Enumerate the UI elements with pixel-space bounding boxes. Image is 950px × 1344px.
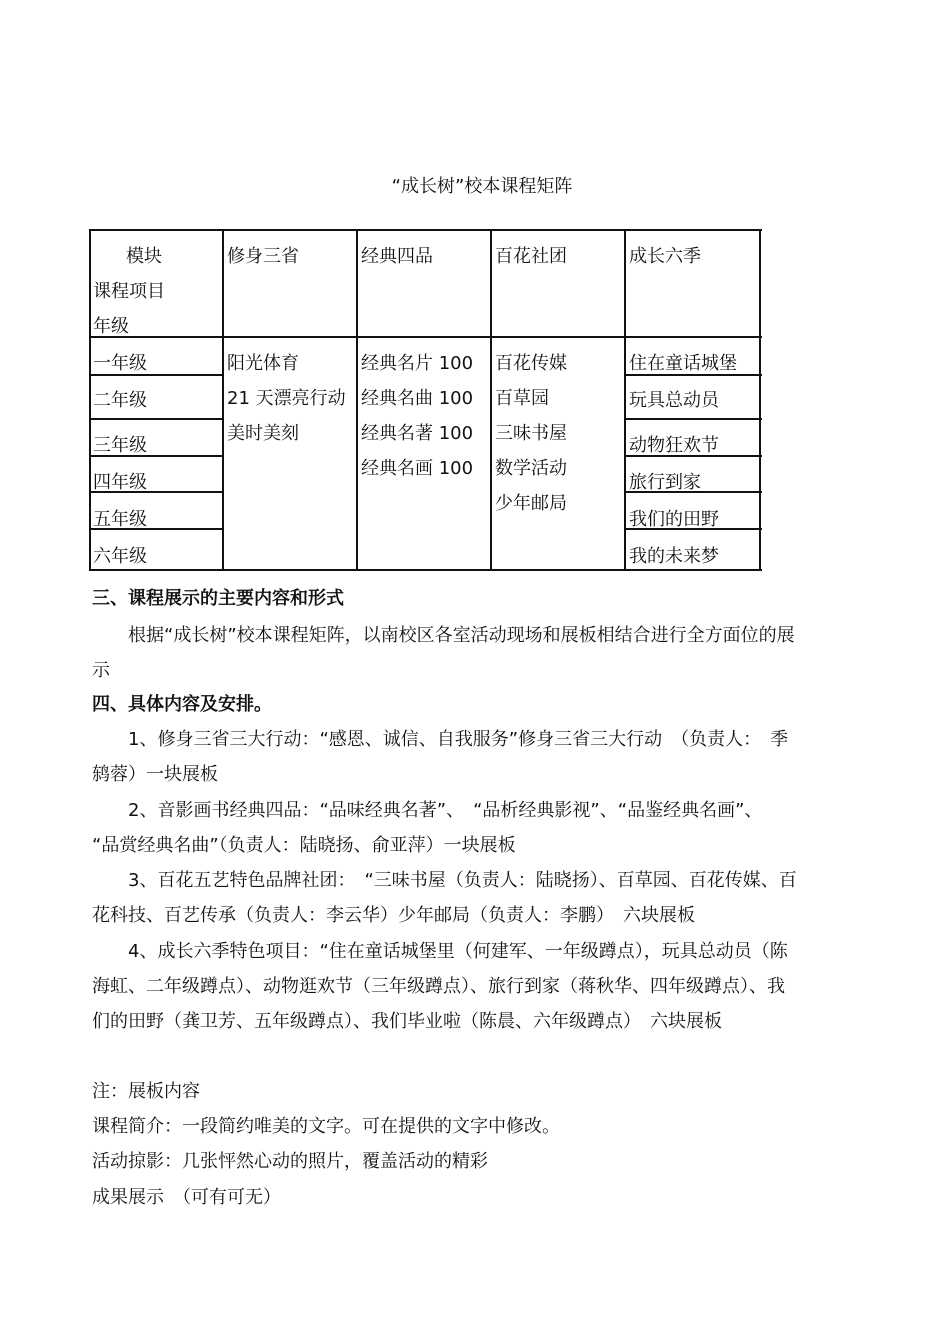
column-header-jingdian: 经典四品 bbox=[361, 246, 433, 267]
chengzhang-item: 住在童话城堡 bbox=[629, 353, 737, 374]
chengzhang-item: 玩具总动员 bbox=[629, 390, 719, 411]
corner-label-grade: 年级 bbox=[93, 316, 129, 337]
table-border-bottom bbox=[89, 569, 762, 571]
season-row-divider bbox=[625, 418, 762, 420]
grade-label: 一年级 bbox=[93, 353, 147, 374]
column-header-baihua: 百花社团 bbox=[495, 246, 567, 267]
column-divider bbox=[222, 229, 224, 571]
note-line: 注：展板内容 bbox=[92, 1081, 200, 1102]
table-border-top bbox=[89, 229, 762, 231]
note-line: 课程简介：一段简约唯美的文字。可在提供的文字中修改。 bbox=[92, 1116, 560, 1137]
section3-heading: 三、课程展示的主要内容和形式 bbox=[92, 588, 344, 609]
section3-paragraph-line: 示 bbox=[92, 660, 110, 681]
table-border-left bbox=[89, 229, 91, 571]
section4-item-line: 海虹、二年级蹲点）、动物逛欢节（三年级蹲点）、旅行到家（蒋秋华、四年级蹲点）、我 bbox=[92, 976, 785, 997]
xiushen-item: 21 天漂亮行动 bbox=[227, 388, 346, 409]
table-border-right bbox=[759, 229, 761, 571]
grade-label: 四年级 bbox=[93, 472, 147, 493]
note-line: 活动掠影：几张怦然心动的照片，覆盖活动的精彩 bbox=[92, 1151, 488, 1172]
jingdian-item: 经典名曲 100 bbox=[361, 388, 474, 409]
grade-row-divider bbox=[89, 418, 224, 420]
section3-paragraph-line: 根据“成长树”校本课程矩阵，以南校区各室活动现场和展板相结合进行全方面位的展 bbox=[128, 625, 795, 646]
corner-label-project: 课程项目 bbox=[93, 281, 165, 302]
column-header-xiushen: 修身三省 bbox=[227, 246, 299, 267]
column-divider bbox=[624, 229, 626, 571]
grade-label: 三年级 bbox=[93, 435, 147, 456]
note-line: 成果展示 （可有可无） bbox=[92, 1187, 281, 1208]
grade-label: 二年级 bbox=[93, 390, 147, 411]
baihua-item: 三味书屋 bbox=[495, 423, 567, 444]
grade-label: 六年级 bbox=[93, 546, 147, 567]
baihua-item: 百草园 bbox=[495, 388, 549, 409]
section4-item-line: 2、音影画书经典四品：“品味经典名著”、 “品析经典影视”、“品鉴经典名画”、 bbox=[128, 800, 763, 821]
column-divider bbox=[490, 229, 492, 571]
jingdian-item: 经典名画 100 bbox=[361, 458, 474, 479]
jingdian-item: 经典名著 100 bbox=[361, 423, 474, 444]
section4-item-line: 4、成长六季特色项目：“住在童话城堡里（何建军、一年级蹲点），玩具总动员（陈 bbox=[128, 941, 788, 962]
baihua-item: 百花传媒 bbox=[495, 353, 567, 374]
section4-heading: 四、具体内容及安排。 bbox=[92, 694, 272, 715]
chengzhang-item: 我的未来梦 bbox=[629, 546, 719, 567]
column-header-chengzhang: 成长六季 bbox=[629, 246, 701, 267]
section4-item-line: 鸫蓉）一块展板 bbox=[92, 764, 218, 785]
section4-item-line: 花科技、百艺传承（负责人：李云华）少年邮局（负责人：李鹏） 六块展板 bbox=[92, 905, 695, 926]
jingdian-item: 经典名片 100 bbox=[361, 353, 474, 374]
section4-item-line: “品赏经典名曲”（负责人：陆晓扬、俞亚萍）一块展板 bbox=[92, 835, 516, 856]
baihua-item: 数学活动 bbox=[495, 458, 567, 479]
document-title: “成长树”校本课程矩阵 bbox=[391, 176, 573, 197]
section4-item-line: 们的田野（龚卫芳、五年级蹲点）、我们毕业啦（陈晨、六年级蹲点） 六块展板 bbox=[92, 1011, 722, 1032]
section4-item-line: 1、修身三省三大行动：“感恩、诚信、自我服务”修身三省三大行动 （负责人： 季 bbox=[128, 729, 789, 750]
corner-label-module: 模块 bbox=[126, 246, 162, 267]
chengzhang-item: 动物狂欢节 bbox=[629, 435, 719, 456]
xiushen-item: 阳光体育 bbox=[227, 353, 299, 374]
chengzhang-item: 旅行到家 bbox=[629, 472, 701, 493]
xiushen-item: 美时美刻 bbox=[227, 423, 299, 444]
column-divider bbox=[356, 229, 358, 571]
section4-item-line: 3、百花五艺特色品牌社团： “三味书屋（负责人：陆晓扬）、百草园、百花传媒、百 bbox=[128, 870, 797, 891]
chengzhang-item: 我们的田野 bbox=[629, 509, 719, 530]
grade-label: 五年级 bbox=[93, 509, 147, 530]
baihua-item: 少年邮局 bbox=[495, 493, 567, 514]
table-header-divider bbox=[89, 336, 762, 338]
